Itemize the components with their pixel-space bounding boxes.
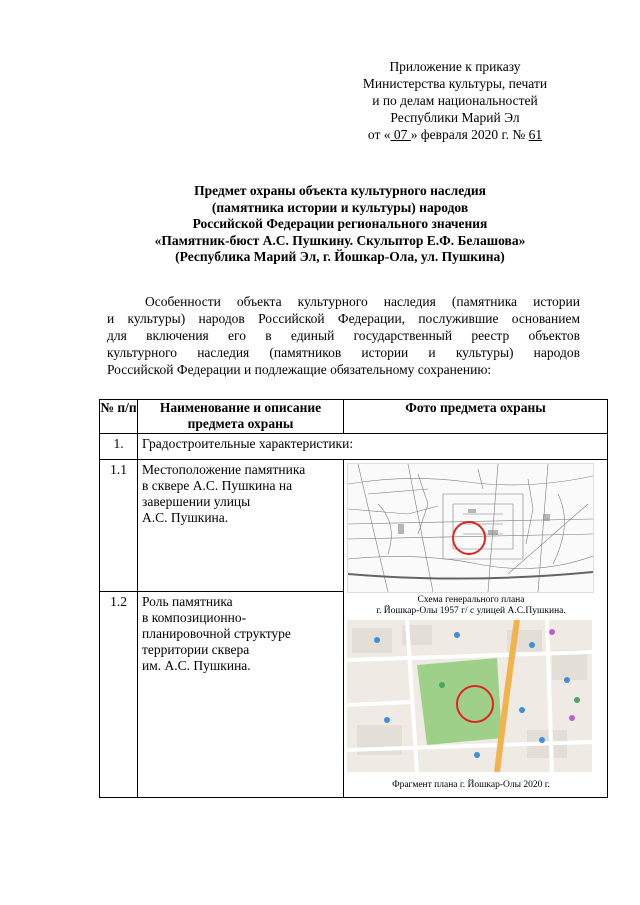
- table-row: [100, 460, 608, 592]
- plan-1957-caption: [344, 595, 598, 617]
- location-marker-circle: [452, 521, 486, 555]
- caption-line: Схема генерального плана: [417, 595, 525, 605]
- row-line: им. А.С. Пушкина.: [142, 658, 251, 674]
- row-description: [138, 460, 344, 592]
- header-num: № п/п: [100, 400, 138, 434]
- row-line: Роль памятника: [142, 594, 233, 610]
- row-line: А.С. Пушкина.: [142, 510, 229, 525]
- header-photo: Фото предмета охраны: [344, 400, 608, 434]
- order-number: 61: [528, 127, 543, 142]
- appendix-date: [330, 126, 580, 143]
- row-line: территории сквера: [142, 642, 250, 658]
- title-line: Российской Федерации регионального значения: [192, 216, 488, 231]
- row-num: 1.2: [100, 592, 138, 798]
- row-line: в сквере А.С. Пушкина на: [142, 478, 293, 493]
- row-line: завершении улицы: [142, 494, 251, 509]
- paragraph-line: культурного наследия (памятников истории и культуры) народов: [107, 345, 580, 360]
- appendix-line: и по делам национальностей: [372, 93, 538, 108]
- paragraph-line: Особенности объекта культурного наследия (памятника истории: [145, 294, 580, 309]
- appendix-line: Министерства культуры, печати: [362, 76, 548, 91]
- date-prefix: от «: [367, 127, 391, 142]
- photo-cell: [344, 460, 608, 798]
- table-header-row: [100, 400, 608, 434]
- title-line: Предмет охраны объекта культурного наследия: [194, 183, 486, 198]
- row-line: планировочной структуре: [142, 626, 291, 642]
- appendix-line: Республики Марий Эл: [390, 110, 520, 125]
- paragraph-line: для включения его в единый государственный реестр объектов: [107, 328, 580, 343]
- appendix-line: Приложение к приказу: [389, 59, 521, 74]
- paragraph-line: Российской Федерации и подлежащие обязательному сохранению:: [107, 362, 492, 377]
- date-day: 07: [390, 127, 411, 142]
- general-plan-1957-image: [347, 463, 594, 593]
- row-line: Местоположение памятника: [142, 462, 306, 477]
- table-section-row: [100, 434, 608, 460]
- row-description: [138, 592, 344, 798]
- title-line: «Памятник-бюст А.С. Пушкину. Скульптор Е.Ф. Белашова»: [154, 232, 526, 248]
- city-map-2020-image: [347, 620, 592, 772]
- map-2020-caption: Фрагмент плана г. Йошкар-Олы 2020 г.: [392, 780, 550, 790]
- date-mid: » февраля 2020 г. №: [410, 127, 526, 142]
- title-line: (памятника истории и культуры) народов: [211, 199, 469, 215]
- paragraph-line: и культуры) народов Российской Федерации, послужившие основанием: [107, 311, 580, 326]
- intro-paragraph: [107, 293, 580, 378]
- document-title: [100, 183, 580, 266]
- title-line: (Республика Марий Эл, г. Йошкар-Ола, ул. Пушкина): [175, 249, 505, 264]
- caption-line: г. Йошкар-Олы 1957 г/ с улицей А.С.Пушкина.: [376, 606, 566, 616]
- appendix-header: [330, 58, 580, 143]
- section-text: Градостроительные характеристики:: [138, 434, 608, 460]
- row-num: 1.1: [100, 460, 138, 592]
- location-marker-circle: [456, 685, 494, 723]
- section-num: 1.: [100, 434, 138, 460]
- header-name: Наименование и описание предмета охраны: [138, 400, 344, 434]
- row-line: в композиционно-: [142, 610, 247, 626]
- protection-table: [99, 399, 608, 798]
